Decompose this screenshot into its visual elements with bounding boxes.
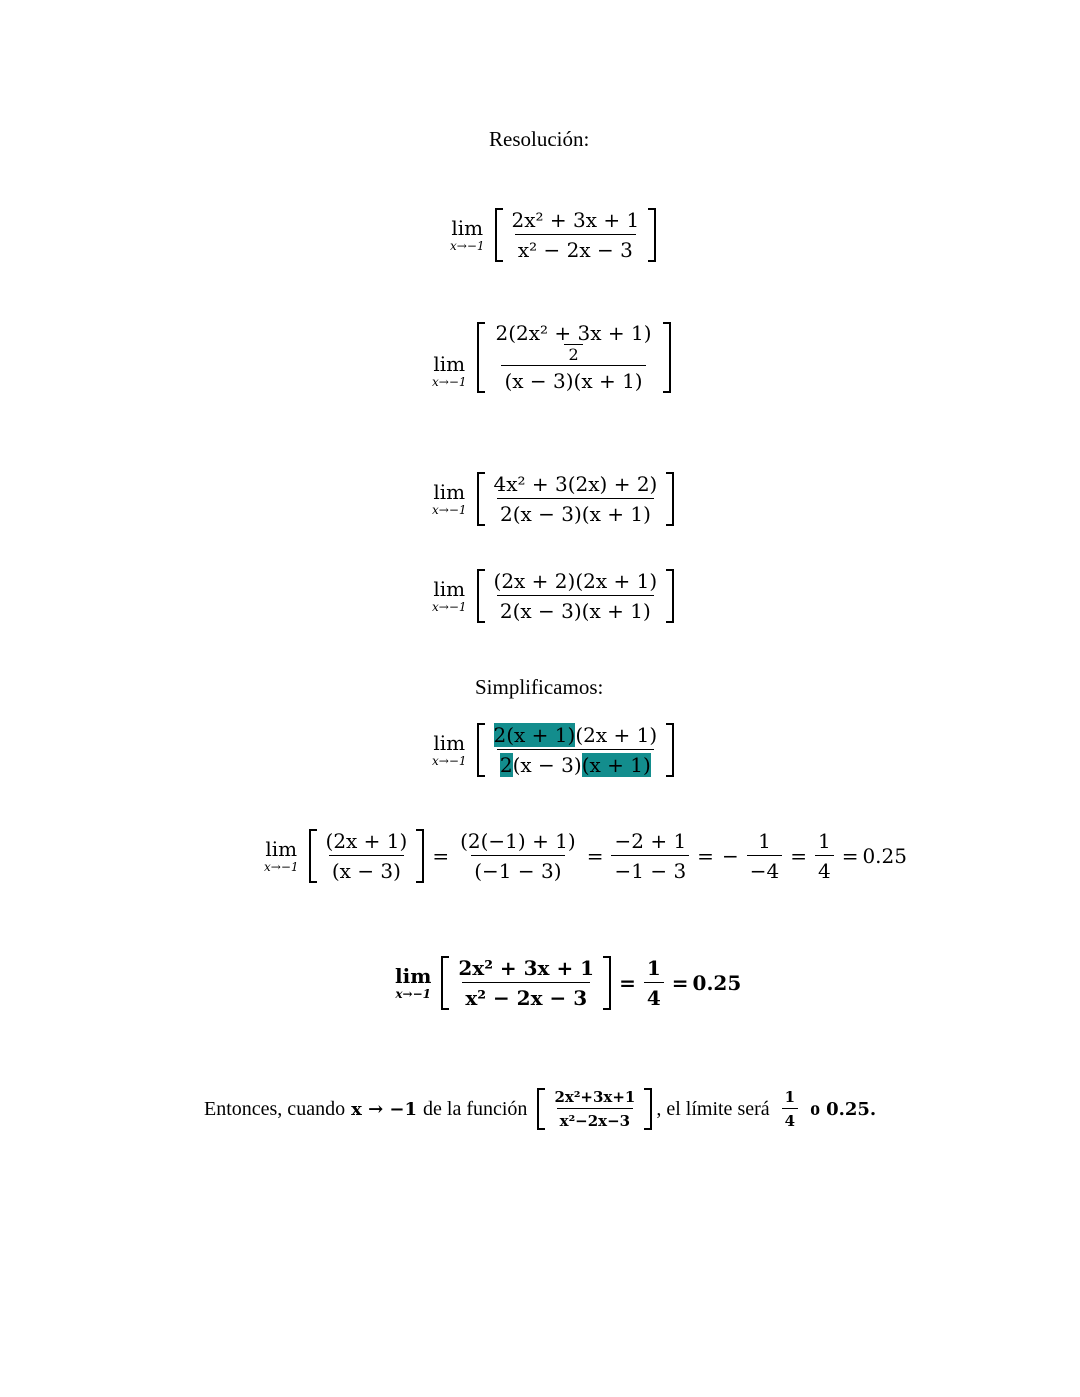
limit-operator: lim x→−1 (432, 351, 467, 389)
step-3 (432, 472, 678, 526)
conclusion: Entonces, cuando x → −1 de la función $\frac{\text{2x²+3x+1}}{\text{x²−2x−3}}$ , el límite será $\frac{1}{4}$ o 0.25. (204, 1088, 877, 1130)
numerator: 2(x + 1)(2x + 1) (493, 723, 658, 747)
limit-operator: lim x→−1 (432, 577, 467, 614)
denominator: 2(x − 3)(x + 1) (497, 498, 654, 526)
bracket-group (437, 956, 615, 1010)
fraction: $\frac{(2x + 1)}{(x - 3)}$ (325, 829, 408, 883)
fraction-substitution: $\frac{(2(-1) + 1)}{(-1 - 3)}$ (460, 829, 576, 883)
denominator: 2(x − 3)(x + 1) (497, 749, 654, 777)
numerator: 4x² + 3(2x) + 2) (493, 472, 658, 496)
numerator: 2(2x² + 3x + 1) (495, 321, 652, 345)
fraction-quarter: $\frac{1}{4}$ (644, 956, 664, 1010)
bracket-group (473, 569, 679, 623)
conclusion-value: 0.25. (826, 1098, 877, 1120)
step-4 (432, 569, 678, 623)
fraction (491, 472, 661, 526)
bracket-group (473, 723, 679, 777)
bracket-group (473, 472, 679, 526)
result-value: 0.25 (692, 971, 742, 995)
fraction (509, 208, 643, 262)
numerator: (2x + 2)(2x + 1) (493, 569, 658, 593)
bracket-group (491, 208, 661, 262)
fraction (491, 569, 661, 623)
limit-operator: lim x→−1 (264, 837, 299, 874)
denominator: 2(x − 3)(x + 1) (497, 595, 654, 623)
fraction (491, 723, 661, 777)
limit-operator: lim x→−1 (450, 216, 485, 253)
heading-resolution: Resolución: (489, 127, 590, 151)
denominator: (x − 3)(x + 1) (501, 365, 645, 393)
highlight-cancel-den: (x + 1) (581, 753, 651, 777)
fraction: $\frac{\text{2x² + 3x + 1}}{\text{x² − 2x − 3}}$ (458, 956, 595, 1010)
fraction-arithmetic: $\frac{-2 + 1}{-1 - 3}$ (611, 829, 689, 883)
fraction (491, 322, 657, 393)
step-2 (432, 322, 675, 419)
highlight-cancel-coef: 2 (499, 753, 513, 777)
limit-operator: lim x→−1 (432, 731, 467, 768)
highlight-cancel-num: 2(x + 1) (493, 723, 576, 747)
step-1 (450, 208, 660, 262)
fraction-quarter: $\frac{1}{4}$ (815, 829, 834, 883)
numerator-divisor: 2 (564, 344, 582, 365)
numerator: 2x² + 3x + 1 (511, 208, 640, 232)
conclusion-expr: x → −1 (351, 1098, 418, 1120)
conclusion-fraction: $\frac{1}{4}$ (782, 1088, 798, 1130)
conclusion-function: $\frac{\text{2x²+3x+1}}{\text{x²−2x−3}}$ (533, 1088, 656, 1130)
denominator: x² − 2x − 3 (515, 234, 636, 262)
bracket-group (473, 322, 675, 419)
fraction-negative: $\frac{1}{-4}$ (747, 829, 782, 883)
step-7-summary: lim x→−1 $\frac{\text{2x² + 3x + 1}}{\text{x² − 2x − 3}}$ = $\frac{1}{4}$ = 0.25 (395, 956, 742, 1010)
result-value: 0.25 (862, 844, 907, 868)
step-5 (432, 723, 678, 777)
step-6-evaluation: lim x→−1 $\frac{(2x + 1)}{(x - 3)}$ = $\frac{(2(-1) + 1)}{(-1 - 3)}$ = $\frac{-2 + 1}{-1 - 3}$ = − $\frac{1}{-4}$ = $\frac{1}{4}$ = 0.25 (264, 829, 907, 883)
bracket-group (305, 829, 429, 883)
limit-operator: lim x→−1 (432, 480, 467, 517)
limit-operator: lim x→−1 (395, 964, 432, 1001)
heading-simplify: Simplificamos: (475, 675, 604, 699)
